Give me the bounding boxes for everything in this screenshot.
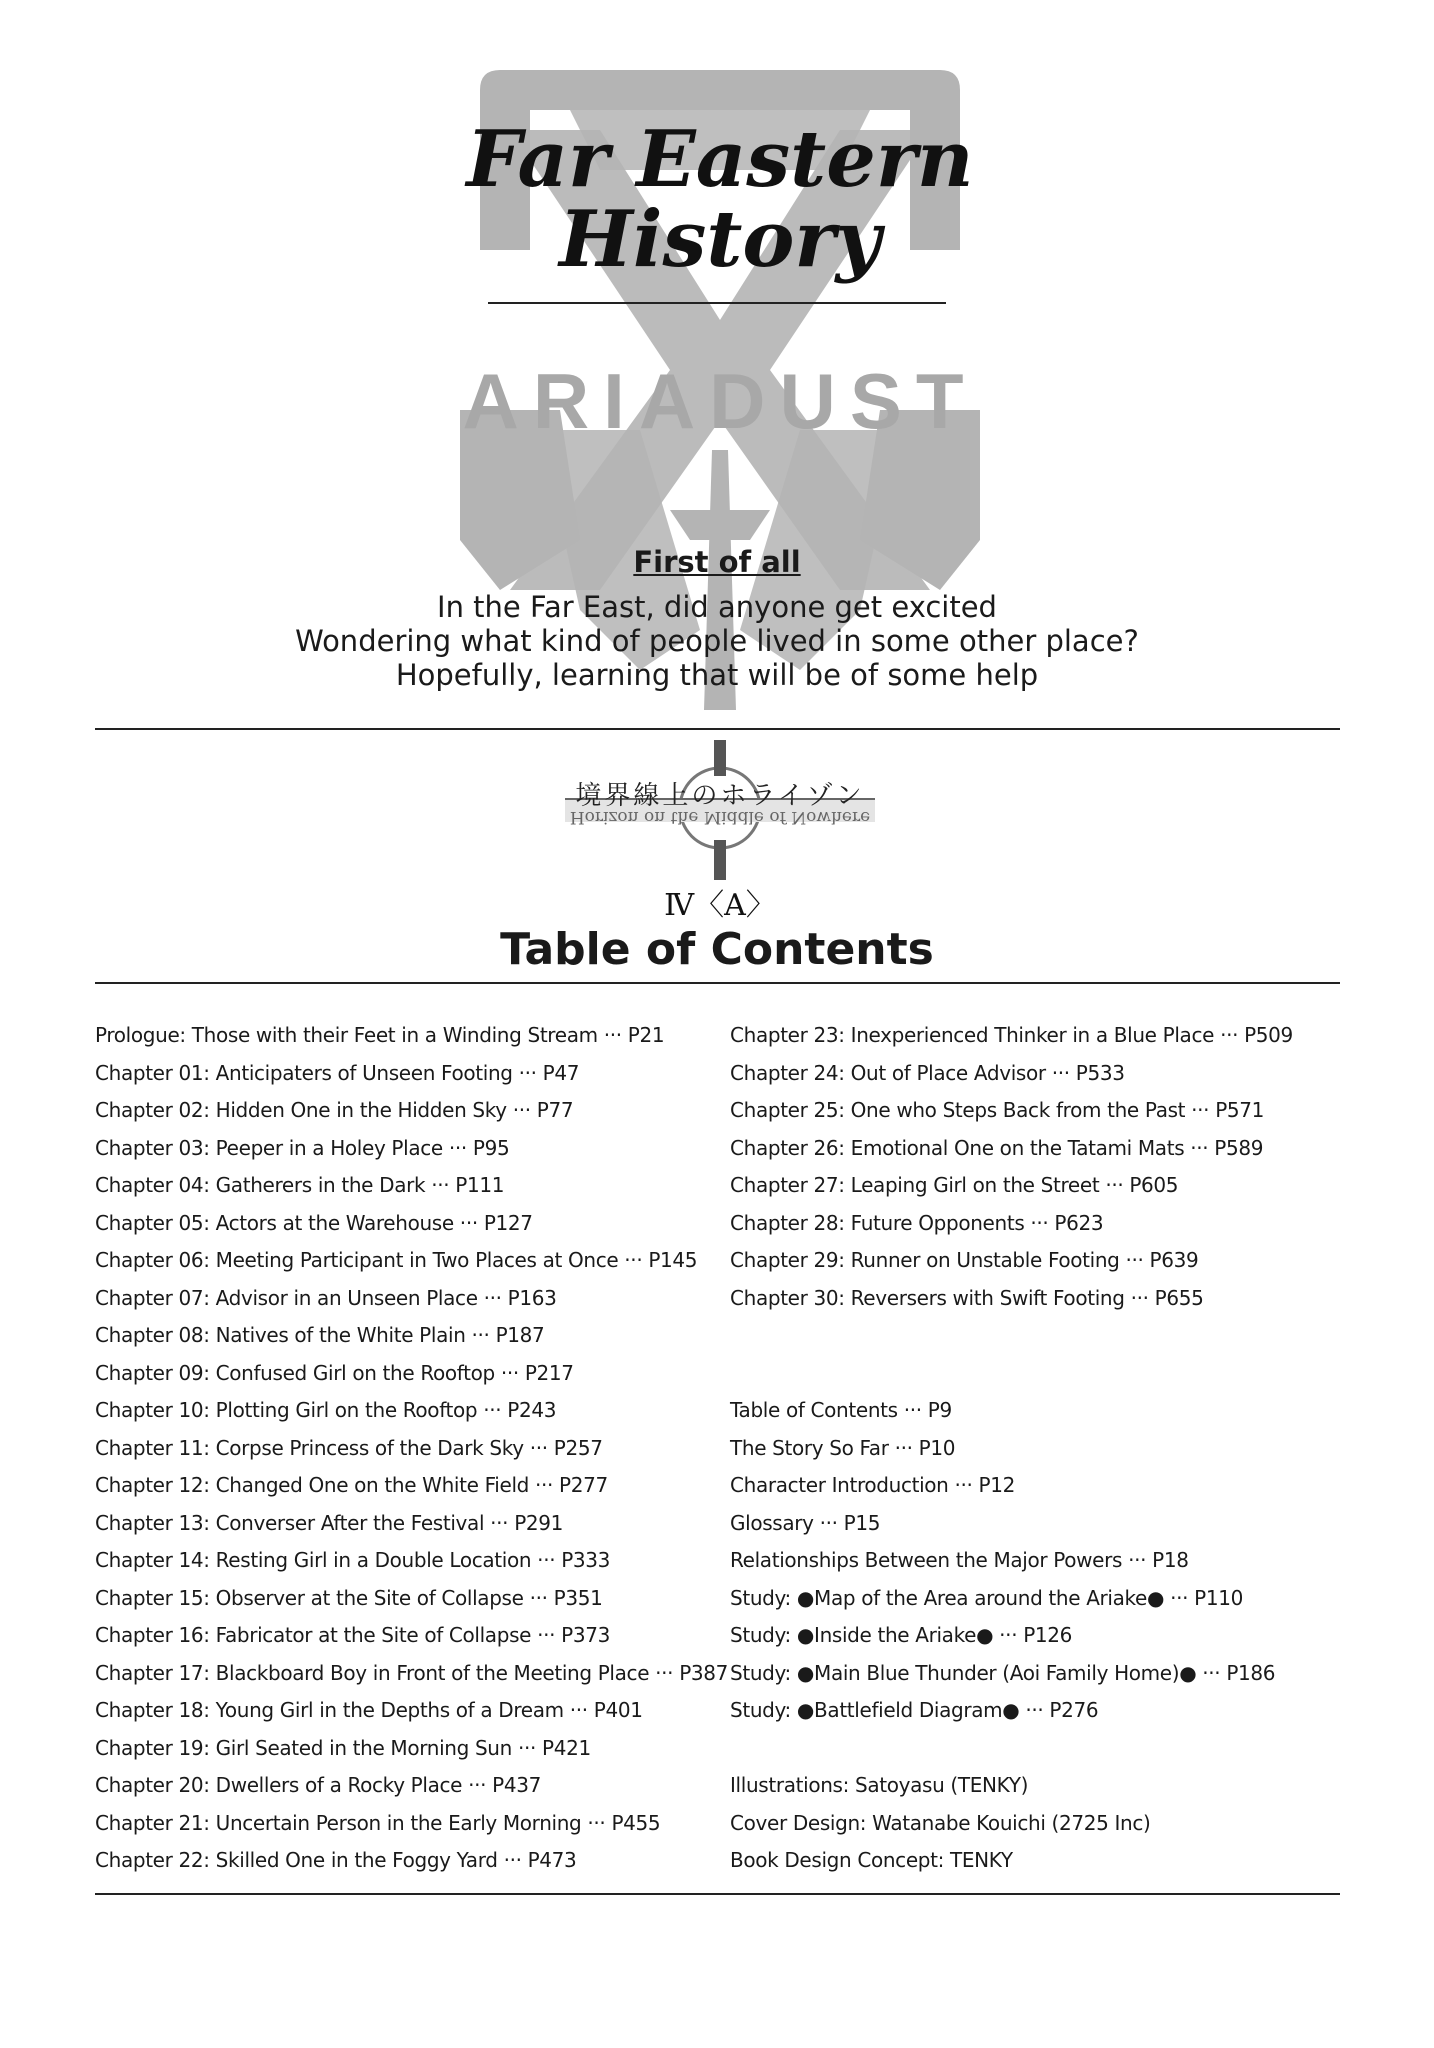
toc-entry: Chapter 13: Converser After the Festival ··· P291 <box>95 1510 564 1535</box>
spacer <box>730 1355 1350 1393</box>
toc-entry: Chapter 25: One who Steps Back from the Past ··· P571 <box>730 1098 1265 1122</box>
toc-extra-entry: The Story So Far ··· P10 <box>730 1435 956 1460</box>
intro-line: In the Far East, did anyone get excited <box>437 590 997 624</box>
book-title <box>420 114 1020 285</box>
toc-extra-entry: Glossary ··· P15 <box>730 1510 881 1535</box>
toc-entry: Prologue: Those with their Feet in a Winding Stream ··· P21 <box>95 1023 665 1047</box>
book-title-line-2: History <box>559 194 881 285</box>
credit-entry: Cover Design: Watanabe Kouichi (2725 Inc) <box>730 1810 1151 1835</box>
volume-number: Ⅳ〈A〉 <box>664 888 776 923</box>
divider-top <box>95 728 1340 730</box>
toc-extra-entry: Study: ●Main Blue Thunder (Aoi Family Home)● ··· P186 <box>730 1660 1276 1685</box>
credit-entry: Book Design Concept: TENKY <box>730 1848 1013 1872</box>
toc-entry: Chapter 16: Fabricator at the Site of Collapse ··· P373 <box>95 1623 610 1647</box>
toc-entry: Chapter 28: Future Opponents ··· P623 <box>730 1210 1104 1235</box>
toc-entry: Chapter 10: Plotting Girl on the Rooftop ··· P243 <box>95 1398 557 1422</box>
toc-entry: Chapter 29: Runner on Unstable Footing ··· P639 <box>730 1248 1199 1272</box>
toc-entry: Chapter 07: Advisor in an Unseen Place ··· P163 <box>95 1285 557 1310</box>
toc-entry: Chapter 14: Resting Girl in a Double Location ··· P333 <box>95 1548 611 1572</box>
toc-entry: Chapter 18: Young Girl in the Depths of a Dream ··· P401 <box>95 1698 643 1722</box>
divider-toc <box>95 982 1340 984</box>
toc-extra-entry: Study: ●Map of the Area around the Ariake● ··· P110 <box>730 1585 1243 1610</box>
toc-entry: Chapter 06: Meeting Participant in Two Places at Once ··· P145 <box>95 1248 698 1272</box>
toc-entry: Chapter 26: Emotional One on the Tatami Mats ··· P589 <box>730 1135 1264 1160</box>
toc-extra-entry: Character Introduction ··· P12 <box>730 1473 1016 1497</box>
spacer <box>730 1730 1350 1768</box>
toc-entry: Chapter 17: Blackboard Boy in Front of the Meeting Place ··· P387 <box>95 1660 729 1685</box>
intro-heading: First of all <box>633 545 801 579</box>
toc-entry: Chapter 02: Hidden One in the Hidden Sky ··· P77 <box>95 1098 574 1122</box>
toc-entry: Chapter 03: Peeper in a Holey Place ··· P95 <box>95 1135 510 1160</box>
toc-heading: Table of Contents <box>500 924 934 975</box>
intro-line: Hopefully, learning that will be of some help <box>395 658 1039 692</box>
toc-entry: Chapter 20: Dwellers of a Rocky Place ··· P437 <box>95 1773 541 1797</box>
toc-left-column <box>95 1017 729 1880</box>
toc-extra-entry: Table of Contents ··· P9 <box>730 1398 952 1422</box>
toc-entry: Chapter 12: Changed One on the White Field ··· P277 <box>95 1473 608 1497</box>
toc-entry: Chapter 01: Anticipaters of Unseen Footing ··· P47 <box>95 1060 580 1085</box>
toc-entry: Chapter 05: Actors at the Warehouse ··· P127 <box>95 1210 533 1235</box>
toc-right-column <box>730 1017 1350 1880</box>
credit-entry: Illustrations: Satoyasu (TENKY) <box>730 1773 1029 1797</box>
spacer <box>730 1317 1350 1355</box>
toc-entry: Chapter 27: Leaping Girl on the Street ··· P605 <box>730 1173 1179 1197</box>
toc-entry: Chapter 11: Corpse Princess of the Dark Sky ··· P257 <box>95 1435 603 1460</box>
toc-entry: Chapter 04: Gatherers in the Dark ··· P111 <box>95 1173 505 1197</box>
toc-entry: Chapter 24: Out of Place Advisor ··· P533 <box>730 1060 1125 1085</box>
toc-entry: Chapter 22: Skilled One in the Foggy Yard ··· P473 <box>95 1848 577 1872</box>
toc-entry: Chapter 21: Uncertain Person in the Early Morning ··· P455 <box>95 1810 661 1835</box>
toc-entry: Chapter 30: Reversers with Swift Footing ··· P655 <box>730 1285 1204 1310</box>
book-title-line-1: Far Eastern <box>466 114 974 205</box>
intro-line: Wondering what kind of people lived in some other place? <box>295 624 1139 658</box>
toc-extra-entry: Study: ●Inside the Ariake● ··· P126 <box>730 1623 1073 1647</box>
toc-entry: Chapter 08: Natives of the White Plain ··· P187 <box>95 1323 545 1347</box>
toc-entry: Chapter 09: Confused Girl on the Rooftop ··· P217 <box>95 1360 574 1385</box>
toc-entry: Chapter 23: Inexperienced Thinker in a Blue Place ··· P509 <box>730 1023 1293 1047</box>
toc-entry: Chapter 19: Girl Seated in the Morning Sun ··· P421 <box>95 1735 591 1760</box>
brand-watermark: ARIADUST <box>462 357 978 445</box>
divider-bottom <box>95 1893 1340 1895</box>
title-underline <box>488 302 946 304</box>
series-title-japanese: 境界線上のホライゾン <box>575 781 865 811</box>
series-title-english: Horizon on the Middle of Nowhere <box>569 807 871 827</box>
toc-extra-entry: Relationships Between the Major Powers ··· P18 <box>730 1548 1189 1572</box>
toc-entry: Chapter 15: Observer at the Site of Collapse ··· P351 <box>95 1585 603 1610</box>
intro-section <box>200 544 1234 692</box>
toc-extra-entry: Study: ●Battlefield Diagram● ··· P276 <box>730 1698 1099 1722</box>
